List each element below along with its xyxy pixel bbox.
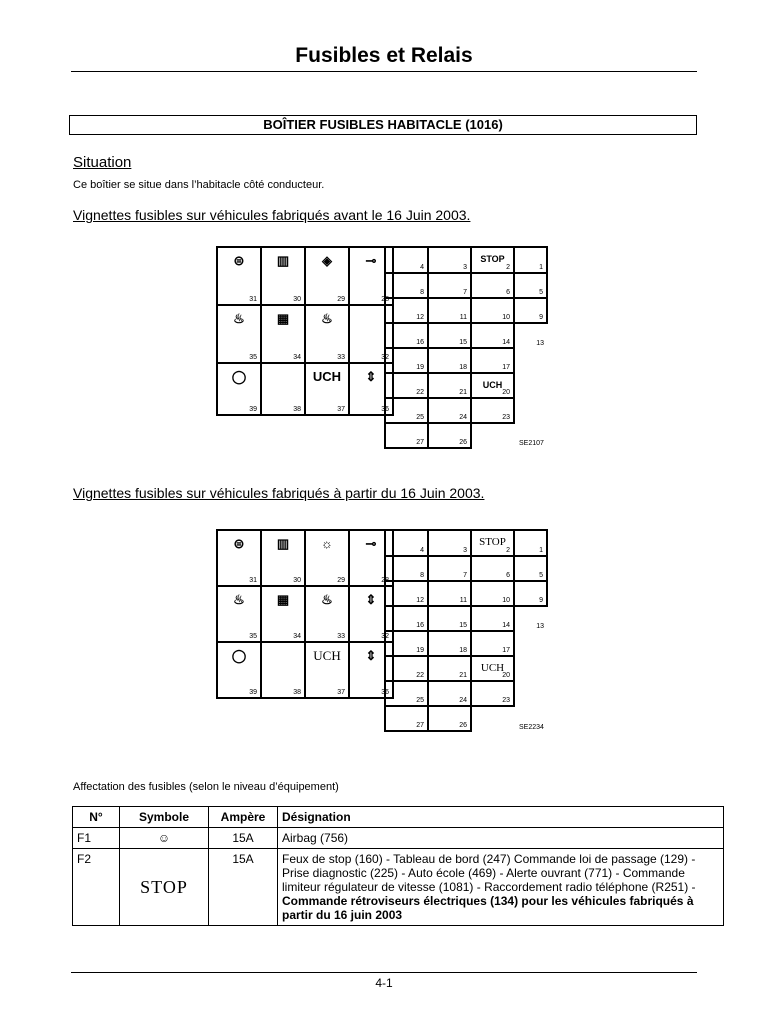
col-header: Ampère: [209, 807, 278, 828]
col-header: N°: [73, 807, 120, 828]
situation-text: Ce boîtier se situe dans l’habitacle côté conducteur.: [73, 179, 325, 191]
section-box-title: BOÎTIER FUSIBLES HABITACLE (1016): [69, 115, 697, 135]
caption-after: Vignettes fusibles sur véhicules fabriqués à partir du 16 Juin 2003.: [73, 485, 485, 501]
fuse-cell: ⊜ 31: [217, 247, 261, 305]
fuse-cell: ▥ 30: [261, 247, 305, 305]
fuse-assignment-table: [72, 806, 724, 926]
page-title: Fusibles et Relais: [295, 44, 473, 67]
fuse-cell: ♨ 33: [305, 305, 349, 363]
fuse-cell: ⊸ 28: [349, 247, 393, 305]
fuse-cell: 32: [349, 305, 393, 363]
fuse-cell: ◯ 39: [217, 363, 261, 415]
footer-rule: [71, 972, 697, 973]
fuse-diagram-before-right: 4 3 STOP 2 1 8 7 6 5 12 11 10 9 16 15 14 13 19 18 17 22 21 UCH 20 25 24 23 27 26: [384, 246, 548, 449]
airbag-icon: ☺: [120, 828, 209, 849]
caption-before: Vignettes fusibles sur véhicules fabriqués avant le 16 Juin 2003.: [73, 207, 471, 223]
fuse-cell: ▦ 34: [261, 305, 305, 363]
fuse-diagram-before: [216, 246, 394, 416]
diagram-ref-1: SE2107: [519, 440, 544, 447]
table-row: F2 STOP 15A Feux de stop (160) - Tableau de bord (247) Commande loi de passage (129) - Prise diagnostic (225) - Auto école (469) - Alerte ouvrant (771) - Commande limiteur régulateur de vitesse (1081) - Raccordement radio téléphone (R251) - Commande rétroviseurs électriques (134) pour les véhicules fabriqués à partir du 16 juin 2003: [73, 849, 724, 926]
fuse-cell: ◈ 29: [305, 247, 349, 305]
fuse-cell: ⇕ 36: [349, 363, 393, 415]
fuse-cell: UCH 37: [305, 363, 349, 415]
col-header: Désignation: [278, 807, 724, 828]
affectation-text: Affectation des fusibles (selon le niveau d’équipement): [73, 781, 339, 793]
page-number: 4-1: [375, 976, 393, 990]
col-header: Symbole: [120, 807, 209, 828]
table-row: F1 ☺ 15A Airbag (756): [73, 828, 724, 849]
situation-heading: Situation: [73, 154, 132, 171]
diagram-ref-2: SE2234: [519, 724, 544, 731]
title-rule: [71, 71, 697, 72]
fuse-cell: ♨ 35: [217, 305, 261, 363]
fuse-diagram-after: ⊜ 31 ▥ 30 ☼ 29 ⊸ 28 ♨ 35 ▦ 34 ♨ 33 ⇕ 32 ◯ 39 38 UCH 37 ⇕ 36: [216, 529, 394, 699]
stop-symbol: STOP: [140, 876, 188, 897]
fuse-diagram-after-right: 4 3 STOP 2 1 8 7 6 5 12 11 10 9 16 15 14 13 19 18 17 22 21 UCH 20 25 24 23 27 26: [384, 529, 548, 732]
fuse-cell: 38: [261, 363, 305, 415]
